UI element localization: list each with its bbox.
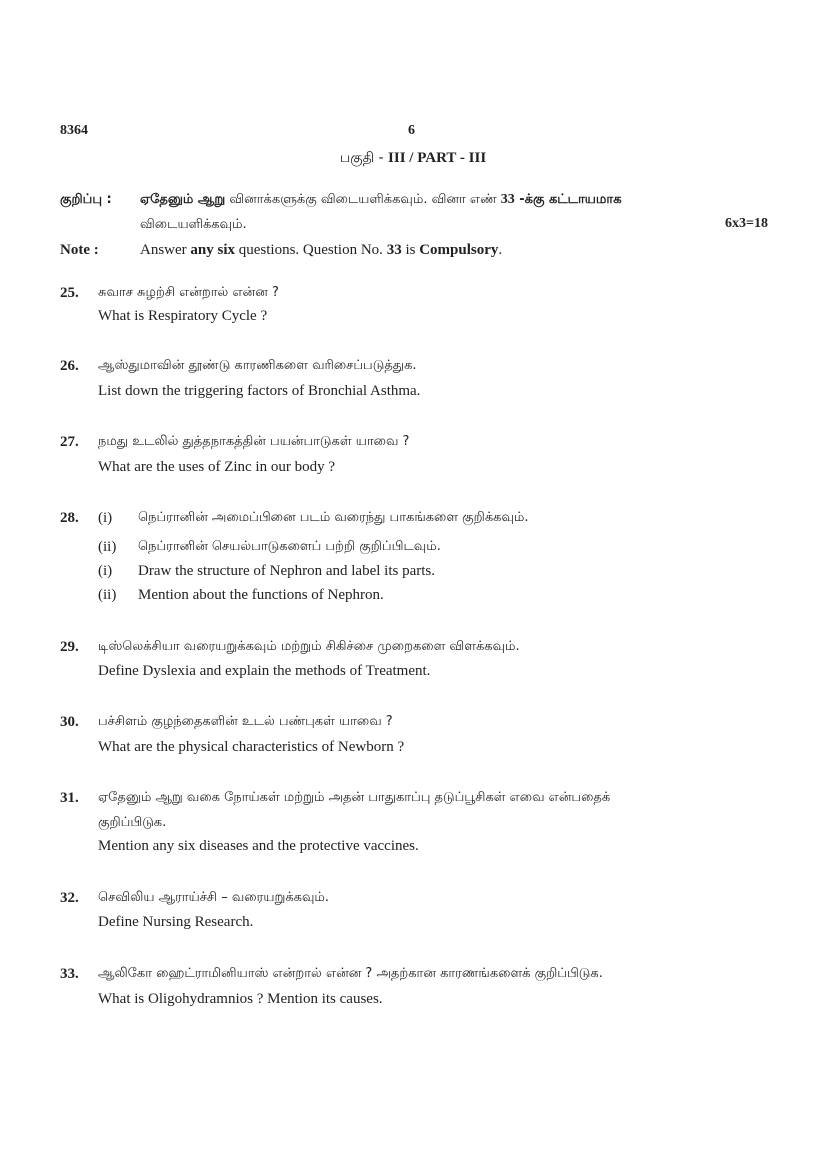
- sub-question-index: (ii): [98, 587, 117, 603]
- paper-code: 8364: [60, 123, 88, 138]
- sub-question-index: (i): [98, 510, 113, 526]
- sub-question-text: Mention about the functions of Nephron.: [138, 587, 384, 603]
- instruction-tamil-line2: விடையளிக்கவும்.: [140, 217, 247, 232]
- sub-question-text: Draw the structure of Nephron and label its parts.: [138, 563, 435, 579]
- part-heading-english: III / PART - III: [388, 150, 487, 166]
- instruction-emphasis-2: -க்கு கட்டாயமாக: [514, 192, 622, 207]
- question-english: What are the uses of Zinc in our body ?: [98, 459, 336, 475]
- part-heading-tamil: பகுதி -: [339, 150, 389, 166]
- instruction-label-tamil: குறிப்பு :: [60, 192, 112, 207]
- instruction-tamil-line1: [140, 192, 622, 208]
- question-number: 30.: [60, 714, 79, 730]
- sub-question-text: நெப்ரானின் செயல்பாடுகளைப் பற்றி குறிப்பிடவும்.: [138, 539, 441, 554]
- question-number: 27.: [60, 434, 79, 450]
- note-label: Note :: [60, 242, 99, 258]
- question-english: Mention any six diseases and the protective vaccines.: [98, 838, 419, 854]
- question-number: 26.: [60, 358, 79, 374]
- instruction-number: 33: [500, 192, 515, 207]
- question-tamil: செவிலிய ஆராய்ச்சி – வரையறுக்கவும்.: [98, 890, 330, 905]
- sub-question-text: நெப்ரானின் அமைப்பினை படம் வரைந்து பாகங்களை குறிக்கவும்.: [138, 510, 529, 525]
- sub-question-index: (i): [98, 563, 113, 579]
- note-number: 33: [386, 242, 402, 258]
- question-tamil-continued: குறிப்பிடுக.: [98, 815, 167, 830]
- question-tamil: ஏதேனும் ஆறு வகை நோய்கள் மற்றும் அதன் பாதுகாப்பு தடுப்பூசிகள் எவை என்பதைக்: [98, 790, 611, 805]
- question-number: 32.: [60, 890, 79, 906]
- question-number: 25.: [60, 285, 79, 301]
- question-number: 33.: [60, 966, 79, 982]
- question-tamil: ஆலிகோ ஹைட்ராமினியாஸ் என்றால் என்ன ? அதற்கான காரணங்களைக் குறிப்பிடுக.: [98, 966, 603, 981]
- question-tamil: சுவாச சுழற்சி என்றால் என்ன ?: [98, 285, 279, 300]
- question-english: Define Nursing Research.: [98, 914, 254, 930]
- question-english: Define Dyslexia and explain the methods of Treatment.: [98, 663, 431, 679]
- note-part: questions. Question No.: [235, 242, 387, 258]
- question-english: What is Oligohydramnios ? Mention its causes.: [98, 991, 383, 1007]
- instruction-text: வினாக்களுக்கு விடையளிக்கவும். வினா எண்: [225, 192, 501, 207]
- note-emphasis: Compulsory: [419, 242, 499, 258]
- note-text: [140, 242, 502, 259]
- question-english: What are the physical characteristics of Newborn ?: [98, 739, 405, 755]
- note-part: .: [498, 242, 503, 258]
- question-tamil: நமது உடலில் துத்தநாகத்தின் பயன்பாடுகள் யாவை ?: [98, 434, 410, 449]
- question-tamil: ஆஸ்துமாவின் தூண்டு காரணிகளை வரிசைப்படுத்துக.: [98, 358, 417, 373]
- sub-question-index: (ii): [98, 539, 117, 555]
- marks-allocation: 6x3=18: [725, 216, 768, 231]
- question-english: What is Respiratory Cycle ?: [98, 308, 268, 324]
- question-english: List down the triggering factors of Bronchial Asthma.: [98, 383, 421, 399]
- question-number: 28.: [60, 510, 79, 526]
- question-tamil: பச்சிளம் குழந்தைகளின் உடல் பண்புகள் யாவை ?: [98, 714, 393, 729]
- note-part: is: [401, 242, 420, 258]
- part-heading: [0, 150, 826, 168]
- page-number: 6: [408, 123, 415, 138]
- question-number: 29.: [60, 639, 79, 655]
- question-tamil: டிஸ்லெக்சியா வரையறுக்கவும் மற்றும் சிகிச்சை முறைகளை விளக்கவும்.: [98, 639, 520, 654]
- question-number: 31.: [60, 790, 79, 806]
- note-part: Answer: [140, 242, 191, 258]
- note-emphasis: any six: [190, 242, 236, 258]
- instruction-emphasis: ஏதேனும் ஆறு: [140, 192, 226, 207]
